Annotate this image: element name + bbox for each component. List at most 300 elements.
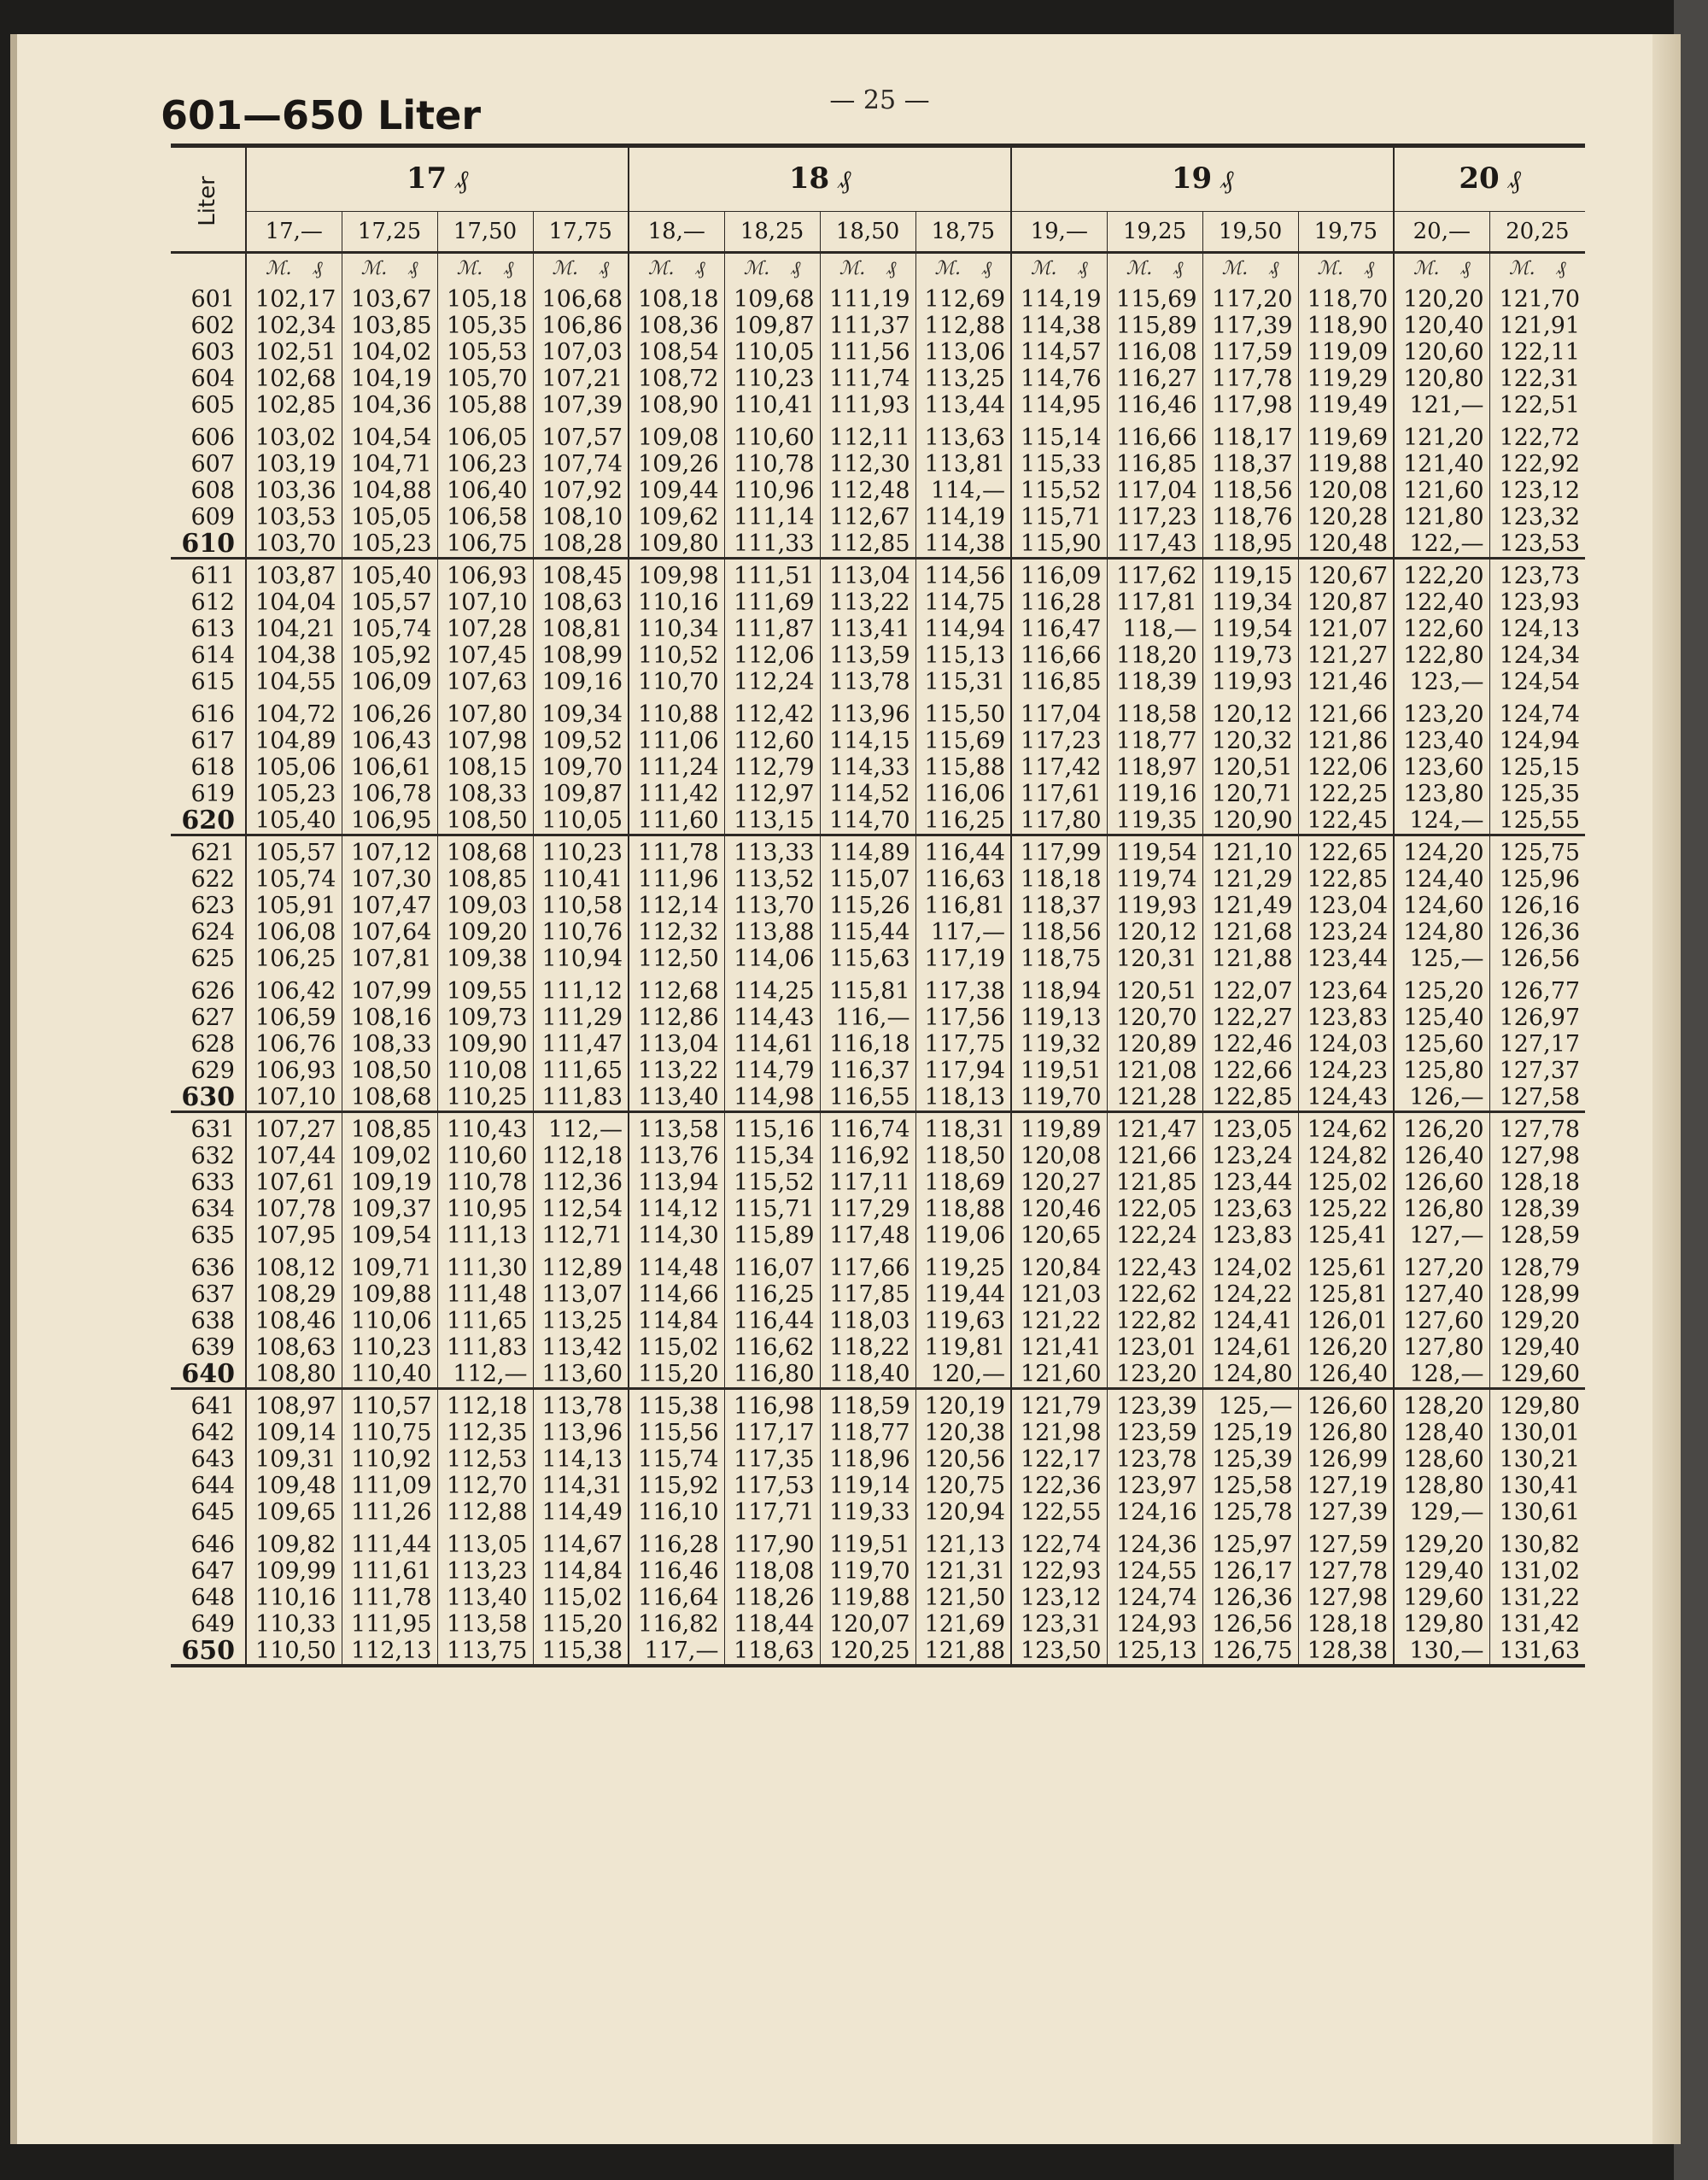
price-cell: 125,39 xyxy=(1202,1446,1298,1473)
price-cell: 119,74 xyxy=(1107,866,1202,893)
price-cell: 120,71 xyxy=(1202,781,1298,807)
price-cell: 120,90 xyxy=(1202,807,1298,835)
price-cell: 126,97 xyxy=(1489,1005,1585,1031)
price-cell: 110,75 xyxy=(342,1420,437,1446)
price-cell: 116,09 xyxy=(1011,559,1107,590)
price-cell: 122,80 xyxy=(1394,642,1489,669)
table-row xyxy=(171,835,1585,867)
price-cell: 116,06 xyxy=(915,781,1011,807)
liter-value: 645 xyxy=(190,1499,235,1526)
price-cell: 104,04 xyxy=(246,589,342,616)
price-cell: 113,33 xyxy=(724,835,820,867)
price-cell: 125,96 xyxy=(1489,866,1585,893)
price-cell: 114,67 xyxy=(533,1526,629,1558)
price-cell: 118,77 xyxy=(820,1420,915,1446)
unit-label: ℳ. ₰ xyxy=(437,253,533,284)
price-cell: 110,40 xyxy=(342,1361,437,1389)
price-cell: 121,46 xyxy=(1298,669,1394,695)
price-cell: 116,08 xyxy=(1107,339,1202,366)
price-cell: 119,09 xyxy=(1298,339,1394,366)
price-cell: 123,83 xyxy=(1202,1222,1298,1249)
price-cell: 116,37 xyxy=(820,1058,915,1084)
price-cell: 122,62 xyxy=(1107,1281,1202,1308)
price-cell: 109,88 xyxy=(342,1281,437,1308)
price-cell: 111,30 xyxy=(437,1249,533,1281)
price-cell: 110,23 xyxy=(533,835,629,867)
table-row xyxy=(171,1169,1585,1196)
price-cell: 111,65 xyxy=(533,1058,629,1084)
liter-value: 642 xyxy=(190,1420,235,1446)
price-cell: 108,68 xyxy=(437,835,533,867)
table-row xyxy=(171,1361,1585,1389)
price-cell: 109,70 xyxy=(533,754,629,781)
price-cell: 109,99 xyxy=(246,1558,342,1585)
price-cell: 104,54 xyxy=(342,419,437,451)
price-cell: 113,04 xyxy=(629,1031,724,1058)
price-cell: 125,— xyxy=(1202,1389,1298,1421)
price-cell: 116,28 xyxy=(1011,589,1107,616)
price-cell: 122,55 xyxy=(1011,1499,1107,1526)
price-cell: 118,96 xyxy=(820,1446,915,1473)
price-cell: 119,54 xyxy=(1107,835,1202,867)
price-cell: 128,59 xyxy=(1489,1222,1585,1249)
price-cell: 113,63 xyxy=(915,419,1011,451)
price-cell: 115,52 xyxy=(724,1169,820,1196)
price-cell: 123,78 xyxy=(1107,1446,1202,1473)
price-cell: 121,49 xyxy=(1202,893,1298,919)
price-cell: 118,94 xyxy=(1011,972,1107,1005)
liter-value: 624 xyxy=(190,919,235,946)
price-cell: 127,98 xyxy=(1489,1143,1585,1169)
price-cell: 125,20 xyxy=(1394,972,1489,1005)
price-cell: 111,13 xyxy=(437,1222,533,1249)
price-cell: 117,59 xyxy=(1202,339,1298,366)
price-cell: 128,18 xyxy=(1489,1169,1585,1196)
price-cell: 104,88 xyxy=(342,478,437,504)
price-cell: 114,31 xyxy=(533,1473,629,1499)
price-cell: 113,22 xyxy=(820,589,915,616)
price-cell: 122,36 xyxy=(1011,1473,1107,1499)
price-cell: 122,27 xyxy=(1202,1005,1298,1031)
price-cell: 110,70 xyxy=(629,669,724,695)
group-label: 18 xyxy=(788,161,830,196)
price-cell: 105,53 xyxy=(437,339,533,366)
price-cell: 112,35 xyxy=(437,1420,533,1446)
liter-value: 605 xyxy=(190,392,235,419)
price-cell: 118,31 xyxy=(915,1112,1011,1144)
price-cell: 104,89 xyxy=(246,728,342,754)
price-cell: 119,15 xyxy=(1202,559,1298,590)
price-cell: 106,61 xyxy=(342,754,437,781)
price-cell: 114,75 xyxy=(915,589,1011,616)
price-cell: 112,24 xyxy=(724,669,820,695)
price-cell: 124,20 xyxy=(1394,835,1489,867)
price-cell: 115,13 xyxy=(915,642,1011,669)
price-cell: 120,08 xyxy=(1011,1143,1107,1169)
table-row xyxy=(171,616,1585,642)
price-cell: 109,16 xyxy=(533,669,629,695)
price-cell: 112,86 xyxy=(629,1005,724,1031)
price-cell: 102,51 xyxy=(246,339,342,366)
price-column-header: 20,— xyxy=(1394,212,1489,253)
liter-value: 607 xyxy=(190,451,235,478)
price-column-header: 19,25 xyxy=(1107,212,1202,253)
price-cell: 116,85 xyxy=(1011,669,1107,695)
price-cell: 112,32 xyxy=(629,919,724,946)
price-cell: 126,80 xyxy=(1298,1420,1394,1446)
table-row xyxy=(171,1499,1585,1526)
price-cell: 123,60 xyxy=(1394,754,1489,781)
liter-value: 623 xyxy=(190,893,235,919)
price-cell: 106,42 xyxy=(246,972,342,1005)
price-cell: 106,76 xyxy=(246,1031,342,1058)
price-cell: 114,94 xyxy=(915,616,1011,642)
price-cell: 112,70 xyxy=(437,1473,533,1499)
price-cell: 103,19 xyxy=(246,451,342,478)
price-cell: 127,98 xyxy=(1298,1585,1394,1611)
price-cell: 123,73 xyxy=(1489,559,1585,590)
liter-value: 611 xyxy=(171,559,246,590)
price-cell: 107,10 xyxy=(437,589,533,616)
table-row xyxy=(171,1526,1585,1558)
price-cell: 123,53 xyxy=(1489,530,1585,559)
price-cell: 121,— xyxy=(1394,392,1489,419)
price-cell: 123,80 xyxy=(1394,781,1489,807)
price-cell: 121,40 xyxy=(1394,451,1489,478)
table-row xyxy=(171,283,1585,313)
price-cell: 111,78 xyxy=(342,1585,437,1611)
price-cell: 121,86 xyxy=(1298,728,1394,754)
liter-value: 640 xyxy=(181,1359,235,1389)
price-cell: 118,13 xyxy=(915,1084,1011,1112)
price-column-header: 19,50 xyxy=(1202,212,1298,253)
price-cell: 110,52 xyxy=(629,642,724,669)
price-cell: 122,17 xyxy=(1011,1446,1107,1473)
table-row xyxy=(171,1112,1585,1144)
price-cell: 120,87 xyxy=(1298,589,1394,616)
price-cell: 115,71 xyxy=(1011,504,1107,530)
price-cell: 114,38 xyxy=(915,530,1011,559)
price-column-header: 19,75 xyxy=(1298,212,1394,253)
price-cell: 126,75 xyxy=(1202,1638,1298,1666)
price-cell: 126,77 xyxy=(1489,972,1585,1005)
price-cell: 125,81 xyxy=(1298,1281,1394,1308)
price-cell: 109,14 xyxy=(246,1420,342,1446)
price-cell: 103,70 xyxy=(246,530,342,559)
price-cell: 108,63 xyxy=(246,1334,342,1361)
liter-value: 603 xyxy=(190,339,235,366)
price-cell: 118,77 xyxy=(1107,728,1202,754)
table-row xyxy=(171,1638,1585,1666)
price-cell: 114,19 xyxy=(1011,283,1107,313)
price-cell: 124,55 xyxy=(1107,1558,1202,1585)
price-cell: 121,20 xyxy=(1394,419,1489,451)
price-cell: 119,88 xyxy=(820,1585,915,1611)
table-row xyxy=(171,366,1585,392)
price-cell: 120,20 xyxy=(1394,283,1489,313)
price-cell: 119,44 xyxy=(915,1281,1011,1308)
price-cell: 109,03 xyxy=(437,893,533,919)
price-cell: 117,66 xyxy=(820,1249,915,1281)
price-cell: 109,87 xyxy=(724,313,820,339)
price-cell: 107,45 xyxy=(437,642,533,669)
price-cell: 130,41 xyxy=(1489,1473,1585,1499)
price-cell: 122,74 xyxy=(1011,1526,1107,1558)
price-cell: 110,33 xyxy=(246,1611,342,1638)
price-cell: 115,14 xyxy=(1011,419,1107,451)
price-cell: 109,87 xyxy=(533,781,629,807)
price-cell: 127,80 xyxy=(1394,1334,1489,1361)
price-cell: 110,34 xyxy=(629,616,724,642)
price-cell: 113,88 xyxy=(724,919,820,946)
price-cell: 129,80 xyxy=(1489,1389,1585,1421)
price-cell: 109,34 xyxy=(533,695,629,728)
price-cell: 125,— xyxy=(1394,946,1489,972)
liter-value: 612 xyxy=(190,589,235,616)
price-cell: 126,16 xyxy=(1489,893,1585,919)
price-cell: 117,75 xyxy=(915,1031,1011,1058)
price-cell: 121,69 xyxy=(915,1611,1011,1638)
price-cell: 119,16 xyxy=(1107,781,1202,807)
price-cell: 110,60 xyxy=(724,419,820,451)
price-cell: 106,26 xyxy=(342,695,437,728)
price-cell: 125,15 xyxy=(1489,754,1585,781)
price-cell: 115,20 xyxy=(629,1361,724,1389)
liter-value: 631 xyxy=(171,1112,246,1144)
table-row xyxy=(171,866,1585,893)
price-cell: 115,38 xyxy=(533,1638,629,1666)
price-cell: 109,26 xyxy=(629,451,724,478)
price-cell: 117,42 xyxy=(1011,754,1107,781)
price-cell: 111,26 xyxy=(342,1499,437,1526)
price-cell: 118,37 xyxy=(1011,893,1107,919)
price-cell: 108,50 xyxy=(342,1058,437,1084)
price-cell: 106,95 xyxy=(342,807,437,835)
price-cell: 114,49 xyxy=(533,1499,629,1526)
price-cell: 105,05 xyxy=(342,504,437,530)
price-cell: 121,31 xyxy=(915,1558,1011,1585)
price-cell: 123,40 xyxy=(1394,728,1489,754)
price-cell: 113,15 xyxy=(724,807,820,835)
price-cell: 119,93 xyxy=(1107,893,1202,919)
price-cell: 112,— xyxy=(437,1361,533,1389)
price-cell: 117,99 xyxy=(1011,835,1107,867)
price-cell: 109,82 xyxy=(246,1526,342,1558)
price-cell: 116,28 xyxy=(629,1526,724,1558)
price-cell: 108,29 xyxy=(246,1281,342,1308)
unit-label: ℳ. ₰ xyxy=(1394,253,1489,284)
price-cell: 113,52 xyxy=(724,866,820,893)
table-row xyxy=(171,1420,1585,1446)
price-cell: 108,33 xyxy=(437,781,533,807)
price-cell: 123,20 xyxy=(1107,1361,1202,1389)
price-cell: 122,93 xyxy=(1011,1558,1107,1585)
price-cell: 111,65 xyxy=(437,1308,533,1334)
price-cell: 125,19 xyxy=(1202,1420,1298,1446)
price-cell: 117,04 xyxy=(1107,478,1202,504)
price-cell: 112,68 xyxy=(629,972,724,1005)
price-cell: 114,61 xyxy=(724,1031,820,1058)
price-cell: 108,12 xyxy=(246,1249,342,1281)
price-cell: 127,40 xyxy=(1394,1281,1489,1308)
liter-value: 610 xyxy=(181,529,235,559)
price-cell: 111,93 xyxy=(820,392,915,419)
price-cell: 128,— xyxy=(1394,1361,1489,1389)
price-cell: 126,56 xyxy=(1202,1611,1298,1638)
price-cell: 105,88 xyxy=(437,392,533,419)
price-cell: 110,50 xyxy=(246,1638,342,1666)
price-cell: 113,60 xyxy=(533,1361,629,1389)
price-cell: 121,60 xyxy=(1394,478,1489,504)
price-cell: 117,23 xyxy=(1011,728,1107,754)
liter-value: 616 xyxy=(190,701,235,728)
price-cell: 112,48 xyxy=(820,478,915,504)
price-cell: 118,50 xyxy=(915,1143,1011,1169)
price-cell: 114,66 xyxy=(629,1281,724,1308)
price-cell: 119,35 xyxy=(1107,807,1202,835)
price-cell: 122,05 xyxy=(1107,1196,1202,1222)
price-cell: 110,57 xyxy=(342,1389,437,1421)
price-cell: 105,57 xyxy=(246,835,342,867)
price-cell: 121,79 xyxy=(1011,1389,1107,1421)
price-cell: 127,60 xyxy=(1394,1308,1489,1334)
price-column-header: 19,— xyxy=(1011,212,1107,253)
price-cell: 107,39 xyxy=(533,392,629,419)
price-cell: 108,85 xyxy=(437,866,533,893)
price-cell: 107,74 xyxy=(533,451,629,478)
price-cell: 123,12 xyxy=(1011,1585,1107,1611)
liter-value: 629 xyxy=(190,1058,235,1084)
price-cell: 109,31 xyxy=(246,1446,342,1473)
price-cell: 111,44 xyxy=(342,1526,437,1558)
price-cell: 109,02 xyxy=(342,1143,437,1169)
price-cell: 109,73 xyxy=(437,1005,533,1031)
price-cell: 123,59 xyxy=(1107,1420,1202,1446)
price-cell: 129,80 xyxy=(1394,1611,1489,1638)
price-cell: 116,07 xyxy=(724,1249,820,1281)
price-cell: 111,56 xyxy=(820,339,915,366)
price-cell: 115,20 xyxy=(533,1611,629,1638)
table-row xyxy=(171,1611,1585,1638)
price-cell: 112,18 xyxy=(437,1389,533,1421)
price-cell: 108,63 xyxy=(533,589,629,616)
price-cell: 124,82 xyxy=(1298,1143,1394,1169)
liter-value: 643 xyxy=(190,1446,235,1473)
price-cell: 124,54 xyxy=(1489,669,1585,695)
price-cell: 128,38 xyxy=(1298,1638,1394,1666)
price-cell: 127,78 xyxy=(1489,1112,1585,1144)
liter-value: 633 xyxy=(190,1169,235,1196)
price-cell: 126,20 xyxy=(1394,1112,1489,1144)
price-cell: 114,33 xyxy=(820,754,915,781)
price-cell: 106,93 xyxy=(246,1058,342,1084)
price-cell: 117,43 xyxy=(1107,530,1202,559)
price-cell: 120,89 xyxy=(1107,1031,1202,1058)
price-cell: 122,66 xyxy=(1202,1058,1298,1084)
price-cell: 117,04 xyxy=(1011,695,1107,728)
price-cell: 124,41 xyxy=(1202,1308,1298,1334)
liter-value: 602 xyxy=(190,313,235,339)
table-row xyxy=(171,972,1585,1005)
price-cell: 107,98 xyxy=(437,728,533,754)
price-cell: 123,24 xyxy=(1202,1143,1298,1169)
price-cell: 121,70 xyxy=(1489,283,1585,313)
price-cell: 114,06 xyxy=(724,946,820,972)
price-cell: 116,46 xyxy=(629,1558,724,1585)
liter-column-header xyxy=(171,146,246,253)
price-cell: 115,81 xyxy=(820,972,915,1005)
price-cell: 119,70 xyxy=(1011,1084,1107,1112)
price-cell: 109,38 xyxy=(437,946,533,972)
price-cell: 115,07 xyxy=(820,866,915,893)
price-cell: 111,78 xyxy=(629,835,724,867)
price-cell: 106,43 xyxy=(342,728,437,754)
price-cell: 105,40 xyxy=(342,559,437,590)
price-cell: 114,25 xyxy=(724,972,820,1005)
price-cell: 126,01 xyxy=(1298,1308,1394,1334)
table-row xyxy=(171,1084,1585,1112)
price-cell: 116,55 xyxy=(820,1084,915,1112)
price-cell: 125,22 xyxy=(1298,1196,1394,1222)
price-column-header: 18,— xyxy=(629,212,724,253)
price-cell: 116,74 xyxy=(820,1112,915,1144)
price-cell: 115,69 xyxy=(1107,283,1202,313)
price-cell: 130,21 xyxy=(1489,1446,1585,1473)
price-cell: 110,16 xyxy=(629,589,724,616)
price-cell: 110,23 xyxy=(724,366,820,392)
price-cell: 117,53 xyxy=(724,1473,820,1499)
price-cell: 124,74 xyxy=(1107,1585,1202,1611)
group-header xyxy=(1011,146,1394,212)
price-cell: 111,48 xyxy=(437,1281,533,1308)
price-cell: 117,61 xyxy=(1011,781,1107,807)
price-cell: 123,63 xyxy=(1202,1196,1298,1222)
price-cell: 118,37 xyxy=(1202,451,1298,478)
price-cell: 110,58 xyxy=(533,893,629,919)
price-cell: 108,81 xyxy=(533,616,629,642)
price-cell: 121,41 xyxy=(1011,1334,1107,1361)
price-cell: 118,63 xyxy=(724,1638,820,1666)
liter-value: 620 xyxy=(181,806,235,835)
price-cell: 125,02 xyxy=(1298,1169,1394,1196)
price-cell: 110,05 xyxy=(724,339,820,366)
price-cell: 125,97 xyxy=(1202,1526,1298,1558)
price-cell: 116,27 xyxy=(1107,366,1202,392)
price-cell: 126,40 xyxy=(1298,1361,1394,1389)
unit-label: ℳ. ₰ xyxy=(820,253,915,284)
price-cell: 123,93 xyxy=(1489,589,1585,616)
liter-value: 613 xyxy=(190,616,235,642)
price-cell: 131,02 xyxy=(1489,1558,1585,1585)
price-cell: 115,74 xyxy=(629,1446,724,1473)
price-cell: 130,— xyxy=(1394,1638,1489,1666)
price-cell: 126,36 xyxy=(1202,1585,1298,1611)
liter-value: 639 xyxy=(190,1334,235,1361)
price-cell: 114,48 xyxy=(629,1249,724,1281)
price-cell: 121,22 xyxy=(1011,1308,1107,1334)
price-cell: 111,60 xyxy=(629,807,724,835)
price-cell: 119,88 xyxy=(1298,451,1394,478)
page-number: — 25 — xyxy=(829,85,930,115)
price-cell: 118,39 xyxy=(1107,669,1202,695)
price-cell: 109,48 xyxy=(246,1473,342,1499)
price-cell: 109,55 xyxy=(437,972,533,1005)
price-cell: 128,40 xyxy=(1394,1420,1489,1446)
price-cell: 113,75 xyxy=(437,1638,533,1666)
price-cell: 113,06 xyxy=(915,339,1011,366)
price-cell: 121,27 xyxy=(1298,642,1394,669)
price-cell: 112,42 xyxy=(724,695,820,728)
